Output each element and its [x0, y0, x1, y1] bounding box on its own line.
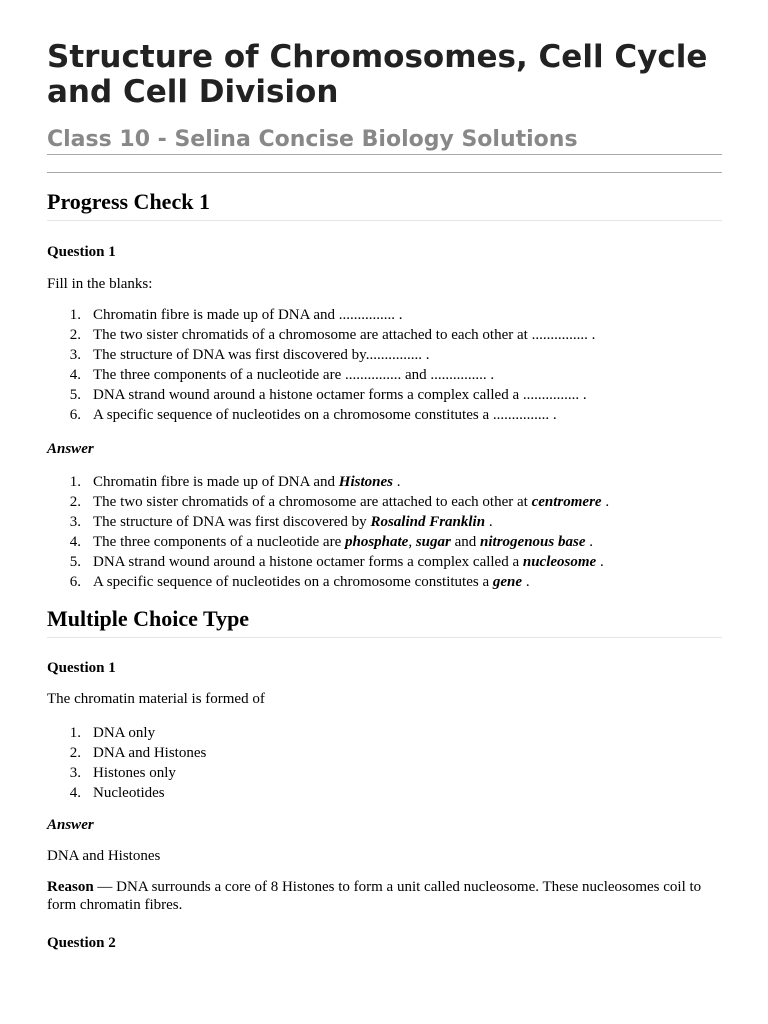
list-item	[47, 744, 722, 762]
list-number: 4.	[69, 367, 81, 383]
list-text: .	[485, 514, 493, 530]
list-number: 3.	[69, 765, 81, 781]
answer-label: Answer	[47, 817, 94, 833]
list-number: 5.	[69, 554, 81, 570]
list-number: 2.	[69, 494, 81, 510]
list-text: The two sister chromatids of a chromosome are attached to each other at ............... .	[93, 327, 596, 343]
list-number: 6.	[69, 407, 81, 423]
section-heading-progress-check: Progress Check 1	[47, 189, 210, 214]
answer-term: gene	[492, 574, 523, 590]
list-text: Histones only	[93, 765, 176, 781]
list-text: The structure of DNA was first discovered by............... .	[93, 347, 430, 363]
list-text: A specific sequence of nucleotides on a chromosome constitutes a ............... .	[93, 407, 557, 423]
list-text: .	[585, 534, 593, 550]
question-prompt: The chromatin material is formed of	[47, 691, 265, 707]
answer-term: nucleosome	[522, 554, 597, 570]
question-prompt: Fill in the blanks:	[47, 276, 153, 292]
list-item	[47, 406, 722, 424]
answer-term: sugar	[415, 534, 451, 550]
list-text: .	[392, 474, 401, 490]
section-divider	[47, 637, 722, 638]
list-number: 1.	[69, 307, 81, 323]
list-text: A specific sequence of nucleotides on a chromosome constitutes a	[93, 574, 493, 590]
list-number: 2.	[69, 745, 81, 761]
list-item	[47, 493, 722, 511]
question-label: Question 1	[47, 660, 116, 676]
list-number: 2.	[69, 327, 81, 343]
options-list	[47, 724, 722, 804]
section-heading-mcq: Multiple Choice Type	[47, 606, 250, 631]
answer-list	[47, 473, 722, 593]
list-item	[47, 346, 722, 364]
list-item	[47, 513, 722, 531]
answer-text: DNA and Histones	[47, 848, 161, 864]
list-item	[47, 553, 722, 571]
question-label: Question 1	[47, 244, 116, 260]
list-number: 4.	[69, 534, 81, 550]
list-text: The structure of DNA was first discovered by	[93, 514, 371, 530]
list-text: The two sister chromatids of a chromosome are attached to each other at	[93, 494, 532, 510]
page-title: Structure of Chromosomes, Cell Cycle and Cell Division	[47, 39, 708, 110]
page-subtitle: Class 10 - Selina Concise Biology Solutions	[47, 127, 578, 152]
list-text: ,	[408, 534, 416, 550]
answer-term: centromere	[531, 494, 602, 510]
header-divider	[47, 172, 722, 173]
answer-term: Histones	[338, 474, 393, 490]
list-text: DNA strand wound around a histone octamer forms a complex called a ............... .	[93, 387, 587, 403]
list-item	[47, 573, 722, 591]
list-text: and	[450, 534, 481, 550]
list-number: 5.	[69, 387, 81, 403]
reason-label: Reason	[47, 879, 94, 895]
list-number: 1.	[69, 474, 81, 490]
list-item	[47, 386, 722, 404]
list-text: Nucleotides	[93, 785, 165, 801]
answer-label: Answer	[47, 441, 94, 457]
reason-text: — DNA surrounds a core of 8 Histones to form a unit called nucleosome. These nucleosomes coil to form chromatin fibres.	[47, 879, 702, 913]
list-text: DNA only	[93, 725, 156, 741]
list-text: The three components of a nucleotide are ............... and ............... .	[93, 367, 495, 383]
list-text: The three components of a nucleotide are	[93, 534, 345, 550]
section-divider	[47, 220, 722, 221]
list-number: 3.	[69, 514, 81, 530]
list-text: Chromatin fibre is made up of DNA and	[93, 474, 339, 490]
list-text: .	[522, 574, 530, 590]
list-item	[47, 306, 722, 324]
fill-blanks-list	[47, 306, 722, 426]
list-item	[47, 326, 722, 344]
list-item	[47, 533, 722, 551]
list-item	[47, 784, 722, 802]
reason-paragraph	[47, 878, 722, 914]
list-text: .	[596, 554, 604, 570]
list-text: .	[601, 494, 610, 510]
list-text: DNA and Histones	[93, 745, 207, 761]
answer-term: Rosalind Franklin	[370, 514, 486, 530]
list-number: 3.	[69, 347, 81, 363]
list-item	[47, 764, 722, 782]
list-item	[47, 366, 722, 384]
answer-term: phosphate	[344, 534, 409, 550]
list-item	[47, 473, 722, 491]
list-number: 4.	[69, 785, 81, 801]
subtitle-underline	[47, 154, 722, 155]
list-number: 1.	[69, 725, 81, 741]
list-text: DNA strand wound around a histone octamer forms a complex called a	[93, 554, 523, 570]
list-number: 6.	[69, 574, 81, 590]
answer-term: nitrogenous base	[480, 534, 586, 550]
list-text: Chromatin fibre is made up of DNA and ............... .	[93, 307, 403, 323]
question-label: Question 2	[47, 935, 116, 951]
list-item	[47, 724, 722, 742]
